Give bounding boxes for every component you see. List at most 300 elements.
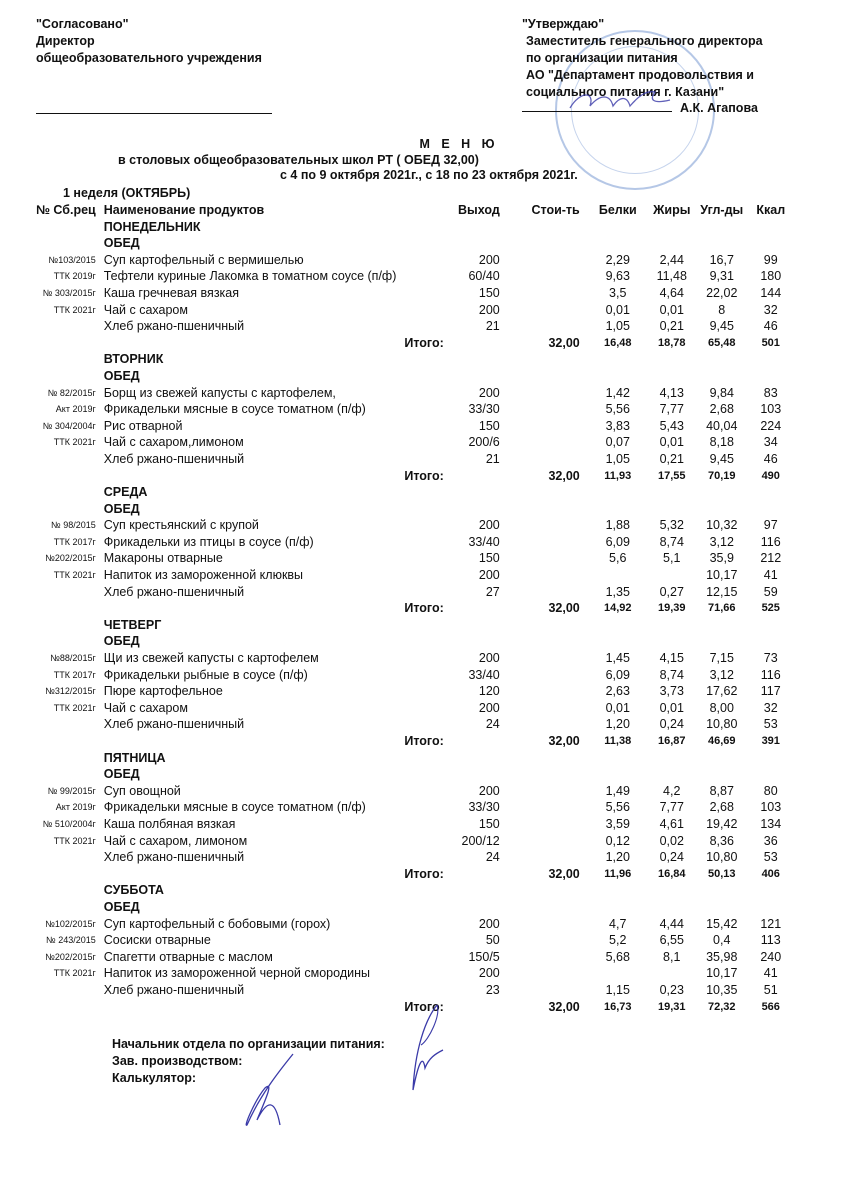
dish-name: Фрикадельки рыбные в соусе (п/ф) (103, 667, 308, 682)
total-kcal: 490 (761, 469, 780, 482)
carbs-cell (696, 882, 748, 899)
output-cell (448, 235, 500, 252)
col-carbs: Угл-ды (700, 203, 744, 217)
dish-output: 33/40 (468, 534, 500, 549)
dish-cost (500, 318, 580, 335)
dish-output: 200 (478, 966, 500, 981)
fat-cell (648, 484, 696, 501)
dish-name: Фрикадельки из птицы в соусе (п/ф) (103, 534, 314, 549)
dish-output: 150 (478, 285, 500, 300)
dish-name: Суп крестьянский с крупой (103, 518, 259, 533)
dish-fat: 0,01 (659, 435, 684, 450)
dish-protein: 1,05 (605, 451, 630, 466)
dish-protein: 1,20 (605, 850, 630, 865)
total-kcal: 391 (761, 735, 780, 747)
footer-calculator: Калькулятор: (112, 1071, 197, 1085)
recipe-code: № 304/2004г (42, 420, 96, 431)
recipe-code: №202/2015г (45, 951, 96, 962)
dish-name: Сосиски отварные (103, 933, 211, 948)
dish-name: Хлеб ржано-пшеничный (103, 319, 245, 334)
table-row (36, 965, 794, 982)
protein-cell (580, 368, 648, 385)
dish-cost (500, 418, 580, 435)
footer-production-manager: Зав. производством: (112, 1054, 243, 1068)
dish-name: Пюре картофельное (103, 684, 223, 699)
meal-heading-row (36, 766, 794, 783)
head-signature-icon (385, 1000, 445, 1100)
dish-kcal: 99 (763, 252, 778, 267)
col-code: № Сб.рец (36, 203, 96, 217)
dish-kcal: 144 (760, 285, 782, 300)
dish-protein: 0,07 (605, 435, 630, 450)
dish-cost (500, 949, 580, 966)
table-row (36, 700, 794, 717)
dish-name: Борщ из свежей капусты с картофелем, (103, 385, 336, 400)
total-protein: 11,93 (604, 469, 632, 482)
dish-kcal: 83 (763, 385, 778, 400)
manager-signature-icon (235, 1050, 305, 1130)
table-row (36, 833, 794, 850)
output-cell (448, 468, 500, 485)
total-cost: 32,00 (548, 734, 580, 748)
fat-cell (648, 235, 696, 252)
dish-cost (500, 268, 580, 285)
code-cell (36, 899, 104, 916)
dish-cost (500, 434, 580, 451)
dish-name: Фрикадельки мясные в соусе томатном (п/ф) (103, 402, 366, 417)
dish-protein: 2,29 (605, 252, 630, 267)
dish-carbs: 8,36 (709, 833, 734, 848)
dish-name: Чай с сахаром,лимоном (103, 435, 244, 450)
fat-cell (648, 766, 696, 783)
dish-output: 200 (478, 252, 500, 267)
dish-kcal: 80 (763, 783, 778, 798)
recipe-code: ТТК 2021г (53, 835, 96, 846)
menu-table (36, 202, 794, 1015)
table-row (36, 916, 794, 933)
total-carbs: 50,13 (707, 867, 736, 880)
dish-output: 200 (478, 518, 500, 533)
protein-cell (580, 750, 648, 767)
recipe-code: ТТК 2017г (53, 536, 96, 547)
total-kcal: 525 (761, 602, 780, 615)
recipe-code (36, 318, 104, 335)
approver-name: А.К. Агапова (680, 101, 758, 115)
table-row (36, 385, 794, 402)
approver-title-3: АО "Департамент продовольствия и (526, 68, 754, 82)
dish-kcal: 121 (760, 916, 782, 931)
dish-output: 21 (485, 319, 500, 334)
kcal-cell (748, 368, 794, 385)
dish-name: Суп картофельный с вермишелью (103, 252, 304, 267)
approved-label: "Утверждаю" (522, 17, 605, 31)
dish-name: Рис отварной (103, 418, 183, 433)
total-label: Итого: (404, 999, 444, 1014)
cost-cell (500, 235, 580, 252)
dish-carbs: 9,84 (709, 385, 734, 400)
dish-kcal: 240 (760, 949, 782, 964)
dish-cost (500, 401, 580, 418)
dish-kcal: 212 (760, 551, 782, 566)
table-row (36, 783, 794, 800)
fat-cell (648, 368, 696, 385)
dish-name: Чай с сахаром (103, 302, 188, 317)
agreed-org: общеобразовательного учреждения (36, 51, 262, 65)
dish-cost (500, 783, 580, 800)
dish-fat (648, 567, 696, 584)
code-cell (36, 633, 104, 650)
total-carbs: 65,48 (707, 336, 736, 349)
dish-kcal: 51 (763, 982, 778, 997)
dish-kcal: 116 (760, 667, 781, 682)
cost-cell (500, 368, 580, 385)
dish-carbs: 3,12 (709, 667, 734, 682)
cost-cell (500, 899, 580, 916)
fat-cell (648, 617, 696, 634)
meal-name: ОБЕД (103, 501, 140, 516)
dish-output: 150 (478, 418, 500, 433)
day-name: СУББОТА (103, 883, 164, 898)
total-row (36, 733, 794, 750)
dish-output: 33/40 (468, 667, 500, 682)
dish-cost (500, 965, 580, 982)
output-cell (448, 999, 500, 1016)
day-heading-row (36, 219, 794, 236)
dish-carbs: 8,87 (709, 783, 734, 798)
code-cell (36, 600, 104, 617)
dish-protein: 5,56 (605, 402, 630, 417)
dish-kcal: 113 (760, 933, 781, 948)
col-cost: Стои-ть (531, 203, 580, 217)
dish-output: 200/12 (461, 833, 500, 848)
dish-kcal: 103 (760, 800, 782, 815)
dish-name: Фрикадельки мясные в соусе томатном (п/ф) (103, 800, 366, 815)
approver-title-4: социального питания г. Казани" (526, 85, 725, 99)
dish-protein: 1,45 (605, 651, 630, 666)
dish-protein: 0,01 (605, 302, 630, 317)
dish-protein: 3,5 (609, 285, 627, 300)
dish-protein: 5,68 (605, 949, 630, 964)
col-kcal: Ккал (756, 203, 786, 217)
day-heading-row (36, 882, 794, 899)
dish-cost (500, 584, 580, 601)
meal-name: ОБЕД (103, 236, 140, 251)
dish-name: Хлеб ржано-пшеничный (103, 451, 245, 466)
dish-fat: 0,21 (659, 319, 684, 334)
dish-carbs: 10,32 (706, 518, 738, 533)
output-cell (448, 219, 500, 236)
output-cell (448, 368, 500, 385)
output-cell (448, 899, 500, 916)
code-cell (36, 351, 104, 368)
kcal-cell (748, 766, 794, 783)
recipe-code (36, 584, 104, 601)
total-fat: 16,87 (657, 735, 686, 747)
total-row (36, 468, 794, 485)
output-cell (448, 617, 500, 634)
dish-kcal: 46 (763, 319, 778, 334)
day-heading-row (36, 617, 794, 634)
protein-cell (580, 617, 648, 634)
dish-protein: 1,88 (605, 518, 630, 533)
dish-carbs: 9,45 (709, 451, 734, 466)
dish-carbs: 19,42 (706, 816, 738, 831)
dish-kcal: 134 (760, 816, 782, 831)
cost-cell (500, 501, 580, 518)
dish-name: Чай с сахаром, лимоном (103, 833, 248, 848)
total-protein: 14,92 (603, 602, 632, 615)
dish-carbs: 2,68 (709, 402, 734, 417)
dish-cost (500, 982, 580, 999)
dish-protein: 1,05 (605, 319, 630, 334)
col-fat: Жиры (653, 203, 691, 217)
dish-fat: 0,24 (659, 850, 684, 865)
total-fat: 19,39 (657, 602, 686, 615)
dish-cost (500, 285, 580, 302)
table-row (36, 285, 794, 302)
code-cell (36, 866, 104, 883)
total-fat: 16,84 (657, 867, 686, 880)
dish-output: 200 (478, 651, 500, 666)
kcal-cell (748, 633, 794, 650)
output-cell (448, 866, 500, 883)
table-row (36, 517, 794, 534)
dish-protein: 9,63 (605, 269, 630, 284)
total-protein: 11,96 (604, 867, 632, 880)
dish-cost (500, 700, 580, 717)
dish-carbs: 10,35 (706, 982, 738, 997)
dish-output: 200 (478, 916, 500, 931)
meal-name: ОБЕД (103, 634, 140, 649)
table-row (36, 982, 794, 999)
total-cost: 32,00 (548, 335, 580, 350)
dish-cost (500, 302, 580, 319)
protein-cell (580, 235, 648, 252)
dish-protein: 5,6 (609, 551, 627, 566)
code-cell (36, 766, 104, 783)
output-cell (448, 484, 500, 501)
meal-heading-row (36, 633, 794, 650)
dish-name: Хлеб ржано-пшеничный (103, 717, 245, 732)
dish-protein: 1,35 (605, 584, 630, 599)
code-cell (36, 999, 104, 1016)
dish-cost (500, 650, 580, 667)
meal-heading-row (36, 368, 794, 385)
carbs-cell (696, 633, 748, 650)
dish-kcal: 59 (763, 584, 778, 599)
dish-kcal: 34 (763, 435, 778, 450)
agreed-label: "Согласовано" (36, 17, 129, 31)
code-cell (36, 501, 104, 518)
recipe-code: Акт 2019г (55, 802, 96, 813)
code-cell (36, 468, 104, 485)
protein-cell (580, 633, 648, 650)
carbs-cell (696, 501, 748, 518)
col-output: Выход (458, 203, 500, 217)
dish-output: 150 (478, 551, 500, 566)
total-cost: 32,00 (548, 601, 580, 616)
dish-name: Хлеб ржано-пшеничный (103, 982, 245, 997)
dish-cost (500, 683, 580, 700)
dish-name: Каша гречневая вязкая (103, 285, 240, 300)
meal-name: ОБЕД (103, 899, 140, 914)
carbs-cell (696, 750, 748, 767)
kcal-cell (748, 899, 794, 916)
fat-cell (648, 899, 696, 916)
meal-heading-row (36, 899, 794, 916)
fat-cell (648, 351, 696, 368)
dish-output: 150 (478, 816, 500, 831)
dish-output: 33/30 (468, 800, 500, 815)
dish-protein: 5,56 (605, 800, 630, 815)
total-carbs: 46,69 (707, 735, 736, 747)
carbs-cell (696, 484, 748, 501)
dish-cost (500, 833, 580, 850)
meal-heading-row (36, 501, 794, 518)
dish-protein (580, 965, 648, 982)
dish-carbs: 15,42 (706, 916, 738, 931)
dish-kcal: 116 (760, 534, 781, 549)
table-header-row (36, 202, 794, 219)
dish-fat: 4,64 (659, 285, 684, 300)
total-row (36, 335, 794, 352)
dish-output: 33/30 (468, 402, 500, 417)
total-cost: 32,00 (548, 866, 580, 881)
recipe-code: № 510/2004г (42, 818, 96, 829)
day-name: ПОНЕДЕЛЬНИК (103, 219, 201, 234)
recipe-code: № 243/2015 (46, 935, 96, 946)
protein-cell (580, 351, 648, 368)
dish-fat: 4,15 (659, 651, 684, 666)
dish-fat: 0,27 (659, 584, 684, 599)
cost-cell (500, 882, 580, 899)
output-cell (448, 351, 500, 368)
code-cell (36, 733, 104, 750)
dish-output: 21 (485, 451, 500, 466)
cost-cell (500, 351, 580, 368)
table-row (36, 318, 794, 335)
dish-output: 200 (478, 302, 500, 317)
day-name: СРЕДА (103, 485, 148, 500)
dish-protein: 1,20 (605, 717, 630, 732)
total-fat: 18,78 (657, 336, 686, 349)
dish-name: Чай с сахаром (103, 700, 188, 715)
total-label: Итого: (404, 734, 444, 748)
table-row (36, 252, 794, 269)
table-row (36, 799, 794, 816)
col-protein: Белки (598, 203, 637, 217)
recipe-code: ТТК 2021г (53, 702, 96, 713)
dish-kcal: 41 (763, 966, 778, 981)
total-carbs: 71,66 (707, 602, 736, 615)
dish-fat: 5,1 (663, 551, 681, 566)
cost-cell (500, 219, 580, 236)
dish-fat: 3,73 (659, 684, 684, 699)
code-cell (36, 484, 104, 501)
recipe-code: Акт 2019г (55, 404, 96, 415)
carbs-cell (696, 899, 748, 916)
code-cell (36, 750, 104, 767)
dish-kcal: 97 (763, 518, 778, 533)
carbs-cell (696, 351, 748, 368)
dish-cost (500, 567, 580, 584)
recipe-code: ТТК 2021г (53, 570, 96, 581)
total-cost: 32,00 (548, 999, 580, 1014)
dish-output: 150/5 (468, 949, 500, 964)
dish-cost (500, 451, 580, 468)
dish-fat: 4,2 (663, 783, 681, 798)
kcal-cell (748, 750, 794, 767)
dish-name: Хлеб ржано-пшеничный (103, 850, 245, 865)
dish-fat: 7,77 (659, 402, 684, 417)
dish-output: 200 (478, 385, 500, 400)
dish-name: Напиток из замороженной клюквы (103, 568, 304, 583)
dish-carbs: 9,31 (709, 269, 734, 284)
day-heading-row (36, 750, 794, 767)
fat-cell (648, 882, 696, 899)
recipe-code: ТТК 2021г (53, 304, 96, 315)
dish-cost (500, 916, 580, 933)
recipe-code: № 98/2015 (51, 520, 96, 531)
dish-fat: 0,02 (659, 833, 684, 848)
kcal-cell (748, 617, 794, 634)
day-name: ПЯТНИЦА (103, 750, 166, 765)
table-row (36, 567, 794, 584)
dish-output: 50 (485, 933, 500, 948)
day-name: ВТОРНИК (103, 352, 164, 367)
dish-fat: 0,01 (659, 302, 684, 317)
approval-left-block (36, 16, 262, 67)
dish-output: 60/40 (468, 269, 500, 284)
recipe-code (36, 716, 104, 733)
code-cell (36, 335, 104, 352)
dish-fat: 0,24 (659, 717, 684, 732)
dish-name: Щи из свежей капусты с картофелем (103, 651, 319, 666)
protein-cell (580, 219, 648, 236)
protein-cell (580, 766, 648, 783)
dish-fat: 11,48 (656, 269, 687, 284)
dish-carbs: 10,80 (706, 850, 738, 865)
day-heading-row (36, 351, 794, 368)
table-row (36, 418, 794, 435)
dish-protein: 6,09 (605, 667, 630, 682)
dish-fat: 4,61 (659, 816, 684, 831)
dish-output: 200 (478, 700, 500, 715)
dish-fat: 4,13 (659, 385, 684, 400)
dish-kcal: 224 (760, 418, 782, 433)
total-label: Итого: (404, 468, 444, 483)
fat-cell (648, 750, 696, 767)
output-cell (448, 766, 500, 783)
protein-cell (580, 882, 648, 899)
carbs-cell (696, 617, 748, 634)
table-row (36, 268, 794, 285)
fat-cell (648, 219, 696, 236)
code-cell (36, 617, 104, 634)
dish-output: 120 (478, 684, 500, 699)
dish-fat: 8,74 (659, 534, 684, 549)
dish-output: 200 (478, 783, 500, 798)
dish-kcal: 53 (763, 717, 778, 732)
dish-kcal: 32 (763, 302, 778, 317)
total-carbs: 70,19 (707, 469, 736, 482)
dish-carbs: 22,02 (706, 285, 738, 300)
table-row (36, 716, 794, 733)
dish-carbs: 17,62 (706, 684, 738, 699)
table-row (36, 451, 794, 468)
total-label: Итого: (404, 866, 444, 881)
dish-kcal: 46 (763, 451, 778, 466)
